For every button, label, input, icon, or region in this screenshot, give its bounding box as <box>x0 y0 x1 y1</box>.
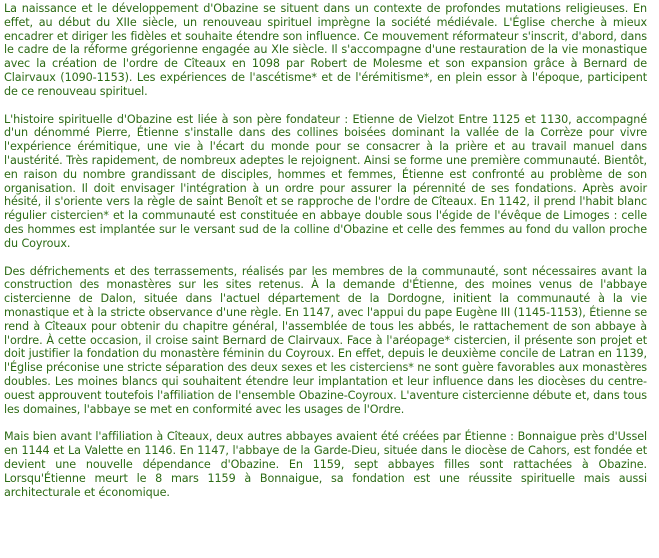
paragraph-context: La naissance et le développement d'Obazine se situent dans un contexte de profondes mutations religieuses. En effet, au début du XIIe siècle, un renouveau spirituel imprègne la société médiévale. L'Église cherche à mieux encadrer et diriger les fidèles et souhaite étendre son influence. Ce mouvement réformateur s'inscrit, d'abord, dans le cadre de la réforme grégorienne engagée au XIe siècle. Il s'accompagne d'une restauration de la vie monastique avec la création de l'ordre de Cîteaux en 1098 par Robert de Molesme et son expansion grâce à Bernard de Clairvaux (1090-1153). Les expériences de l'ascétisme* et de l'érémitisme*, en plein essor à l'époque, participent de ce renouveau spirituel. <box>4 2 647 98</box>
paragraph-cistercian-affiliation: Des défrichements et des terrassements, réalisés par les membres de la communauté, sont nécessaires avant la construction des monastères sur les sites retenus. À la demande d'Étienne, des moines venus de l'abbaye cistercienne de Dalon, située dans l'actuel département de la Dordogne, initient la communauté à la vie monastique et à la stricte observance d'une règle. En 1147, avec l'appui du pape Eugène III (1145-1153), Étienne se rend à Cîteaux pour obtenir du chapitre général, l'assemblée de tous les abbés, le rattachement de son abbaye à l'ordre. À cette occasion, il croise saint Bernard de Clairvaux. Face à l'aréopage* cistercien, il présente son projet et doit justifier la fondation du monastère féminin du Coyroux. En effet, depuis le deuxième concile de Latran en 1139, l'Église préconise une stricte séparation des deux sexes et les cisterciens* ne sont guère favorables aux monastères doubles. Les moines blancs qui souhaitent étendre leur implantation et leur influence dans les diocèses du centre-ouest approuvent toutefois l'affiliation de l'ensemble Obazine-Coyroux. L'aventure cistercienne débute et, dans tous les domaines, l'abbaye se met en conformité avec les usages de l'Ordre. <box>4 264 647 416</box>
paragraph-daughter-abbeys: Mais bien avant l'affiliation à Cîteaux, deux autres abbayes avaient été créées par Étienne : Bonnaigue près d'Ussel en 1144 et La Valette en 1146. En 1147, l'abbaye de la Garde-Dieu, située dans le diocèse de Cahors, est fondée et devient une nouvelle dépendance d'Obazine. En 1159, sept abbayes filles sont rattachées à Obazine. Lorsqu'Étienne meurt le 8 mars 1159 à Bonnaigue, sa fondation est une réussite spirituelle mais aussi architecturale et économique. <box>4 430 647 499</box>
paragraph-founder: L'histoire spirituelle d'Obazine est liée à son père fondateur : Etienne de Vielzot Entre 1125 et 1130, accompagné d'un dénommé Pierre, Étienne s'installe dans des collines boisées dominant la vallée de la Corrèze pour vivre l'expérience érémitique, une vie à l'écart du monde pour se consacrer à la prière et au travail manuel dans l'austérité. Très rapidement, de nombreux adeptes le rejoignent. Ainsi se forme une première communauté. Bientôt, en raison du nombre grandissant de disciples, hommes et femmes, Étienne est confronté au problème de son organisation. Il doit envisager l'intégration à un ordre pour assurer la pérennité de ses fondations. Après avoir hésité, il s'oriente vers la règle de saint Benoît et se rapproche de l'ordre de Cîteaux. En 1142, il prend l'habit blanc régulier cistercien* et la communauté est constituée en abbaye double sous l'égide de l'évêque de Limoges : celle des hommes est implantée sur le versant sud de la colline d'Obazine et celle des femmes au fond du vallon proche du Coyroux. <box>4 112 647 250</box>
